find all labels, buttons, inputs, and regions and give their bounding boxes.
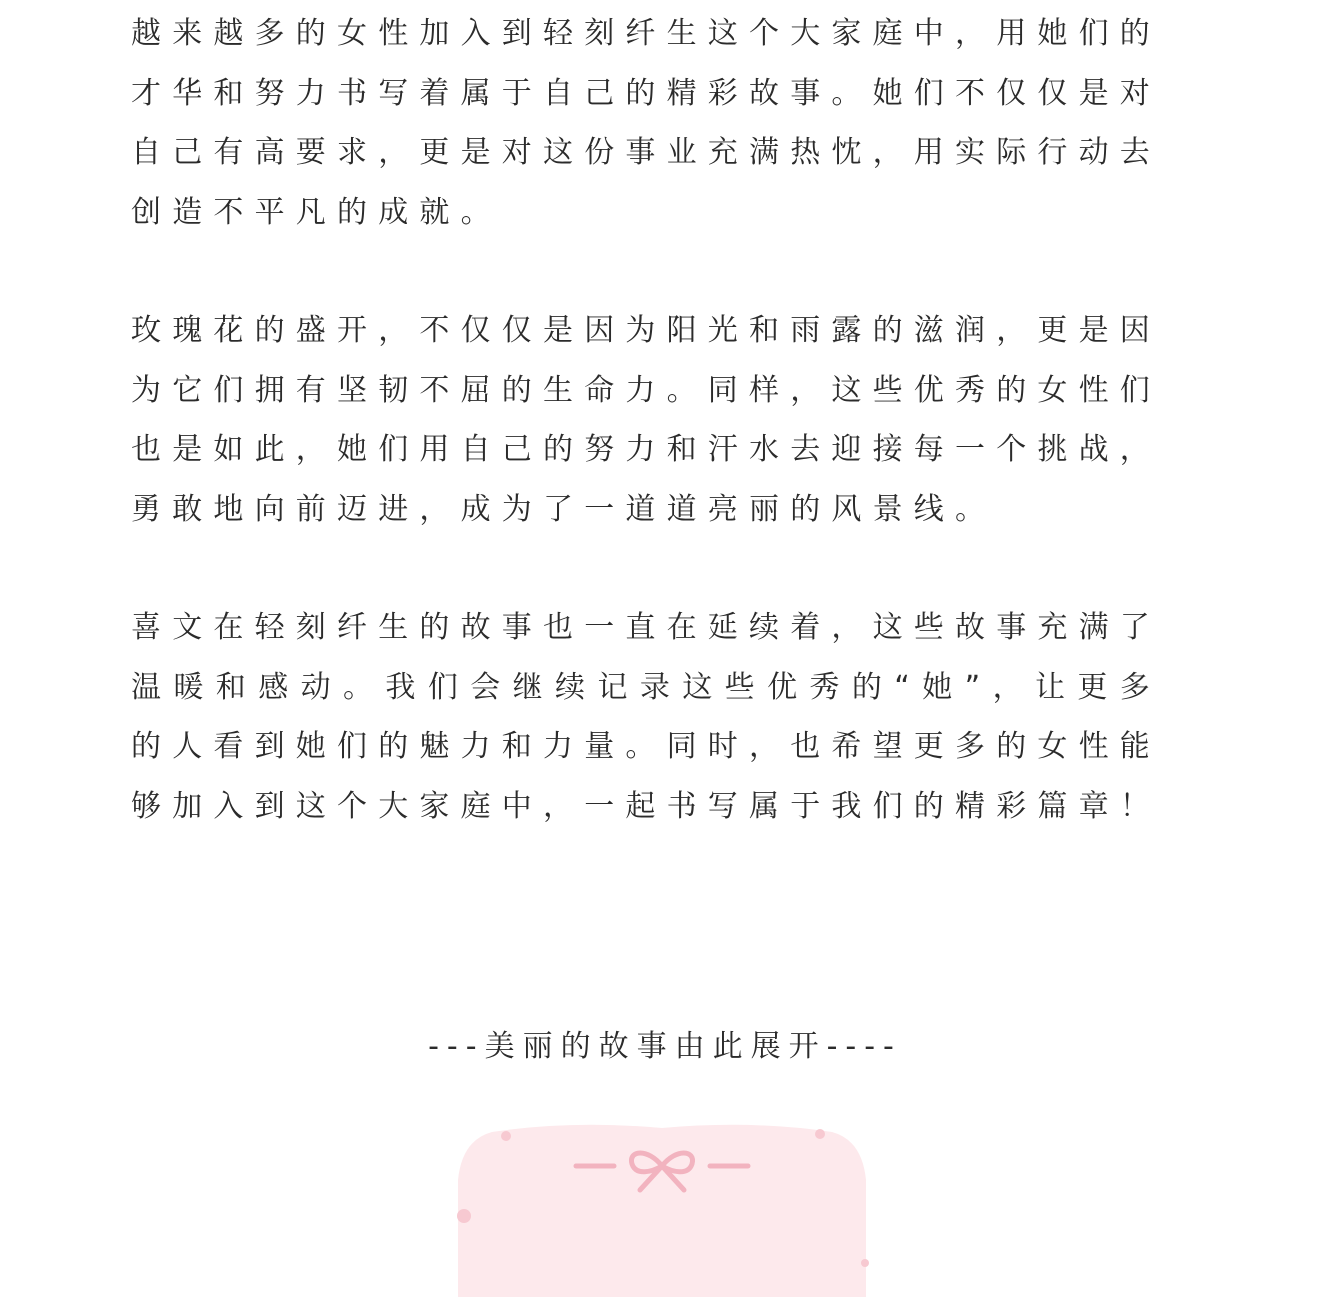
card-dot xyxy=(501,1131,511,1141)
section-divider: ---美丽的故事由此展开---- xyxy=(428,1029,902,1064)
card-dot xyxy=(457,1209,471,1223)
article-body xyxy=(131,4,1161,895)
card-background xyxy=(458,1125,866,1297)
card-dot xyxy=(815,1129,825,1139)
paragraph-story-continues: 喜文在轻刻纤生的故事也一直在延续着，这些故事充满了温暖和感动。我们会继续记录这些优秀的“她”，让更多的人看到她们的魅力和力量。同时，也希望更多的女性能够加入到这个大家庭中，一起书写属于我们的精彩篇章！ xyxy=(131,610,1161,824)
paragraph-women-joining: 越来越多的女性加入到轻刻纤生这个大家庭中，用她们的才华和努力书写着属于自己的精彩故事。她们不仅仅是对自己有高要求，更是对这份事业充满热忱，用实际行动去创造不平凡的成就。 xyxy=(131,16,1161,230)
card-dot xyxy=(861,1259,869,1267)
card-shape xyxy=(452,1120,872,1297)
paragraph-rose-bloom: 玫瑰花的盛开，不仅仅是因为阳光和雨露的滋润，更是因为它们拥有坚韧不屈的生命力。同样，这些优秀的女性们也是如此，她们用自己的努力和汗水去迎接每一个挑战，勇敢地向前迈进，成为了一道道亮丽的风景线。 xyxy=(131,313,1161,527)
decorative-card xyxy=(452,1120,872,1297)
